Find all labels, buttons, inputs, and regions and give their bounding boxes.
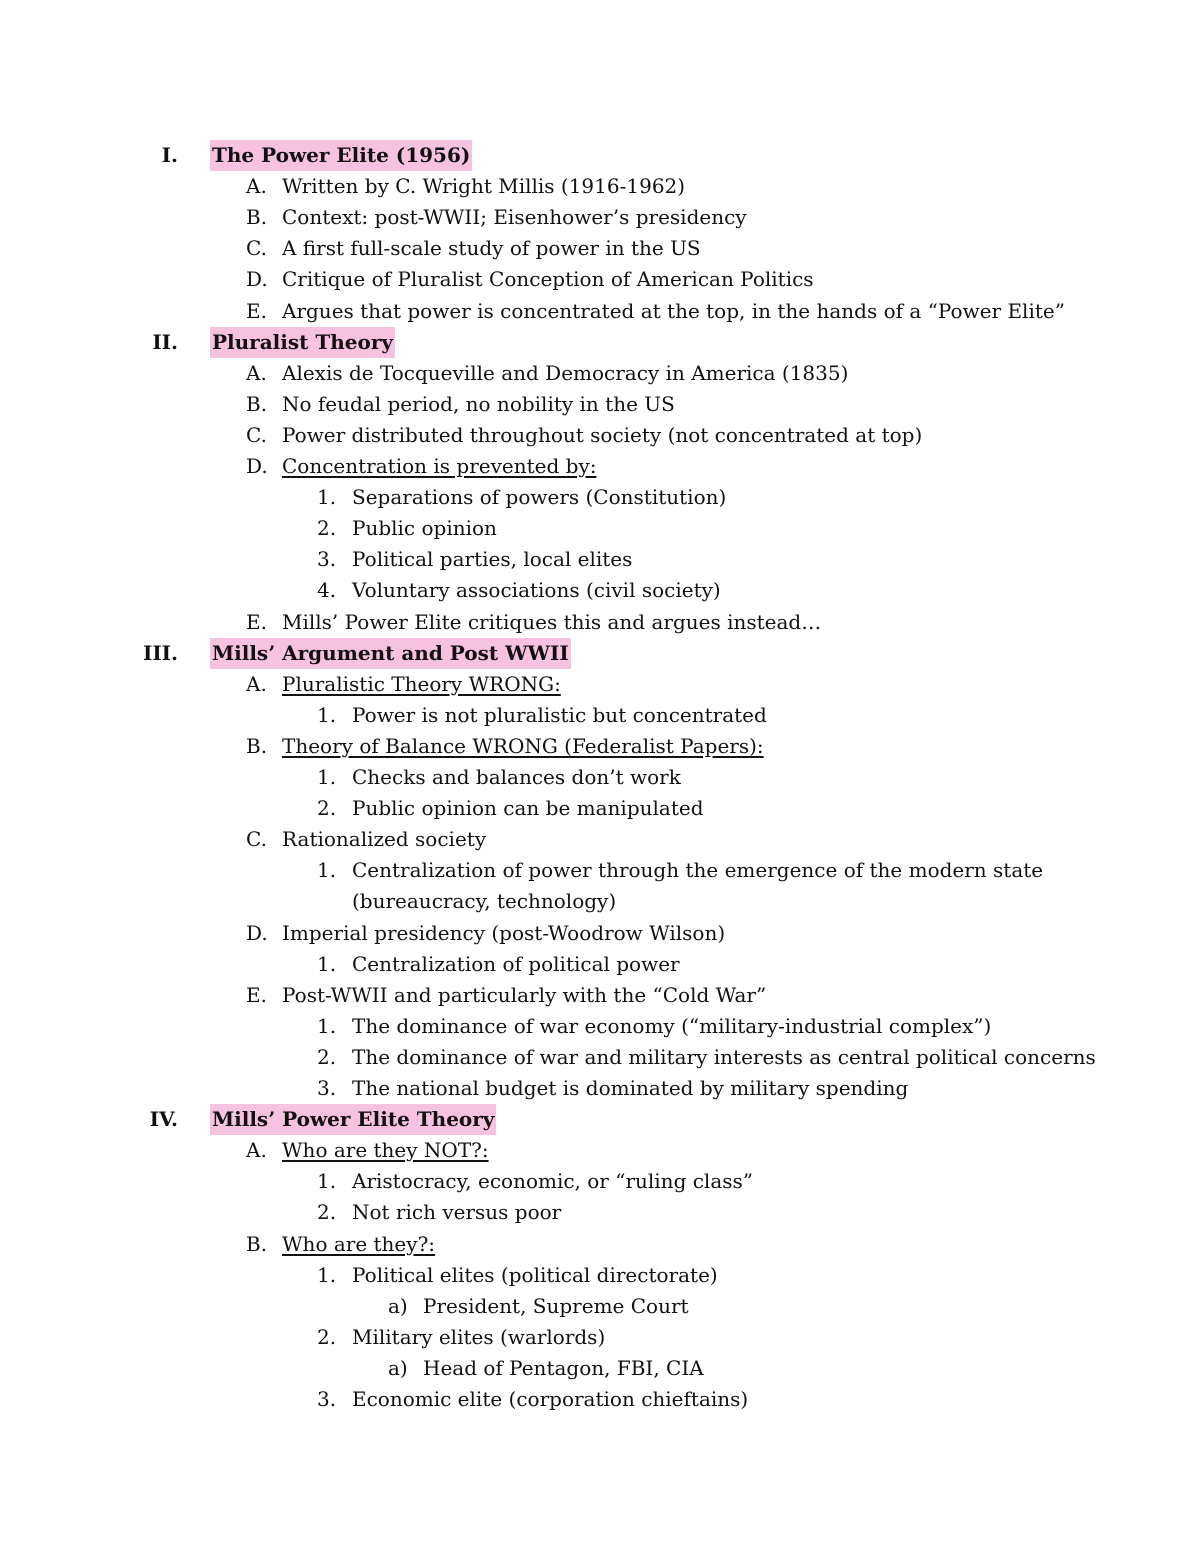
outline-text: Voluntary associations (civil society): [352, 578, 721, 603]
outline-marker: 4.: [317, 578, 337, 603]
outline-marker: 1.: [317, 702, 337, 727]
outline-marker: 2.: [317, 1044, 337, 1069]
outline-text: Aristocracy, economic, or “ruling class”: [352, 1169, 753, 1194]
outline-marker: A.: [246, 360, 267, 385]
outline-marker: 1.: [317, 1169, 337, 1194]
outline-marker: 2.: [317, 1200, 337, 1225]
outline-text: Imperial presidency (post-Woodrow Wilson): [282, 920, 726, 945]
outline-text: The dominance of war economy (“military-industrial complex”): [352, 1013, 992, 1038]
outline-marker: 1.: [317, 765, 337, 789]
outline-text: Power distributed throughout society (not concentrated at top): [282, 422, 923, 447]
outline-text: Centralization of political power: [352, 951, 680, 976]
outline-marker: 1.: [317, 858, 337, 883]
outline-text: Power is not pluralistic but concentrated: [352, 702, 767, 727]
outline-text: Public opinion: [352, 516, 497, 541]
outline-marker: 3.: [317, 547, 337, 572]
outline-text: Theory of Balance WRONG (Federalist Papers):: [282, 733, 764, 758]
outline-marker: C.: [246, 422, 267, 447]
outline-marker: A.: [246, 1138, 267, 1163]
outline-marker: B.: [246, 391, 268, 416]
outline-marker: E.: [246, 298, 267, 323]
outline-text: Mills’ Power Elite critiques this and argues instead…: [282, 609, 822, 634]
outline-marker: 1.: [317, 1013, 337, 1038]
outline-marker: a): [388, 1293, 408, 1318]
outline-marker: B.: [246, 733, 268, 758]
outline-text: Political elites (political directorate): [352, 1262, 718, 1287]
outline-text: Critique of Pluralist Conception of American Politics: [282, 267, 814, 292]
outline-marker: 2.: [317, 796, 337, 821]
outline-marker: I.: [161, 143, 178, 167]
outline-marker: A.: [246, 671, 267, 696]
section-title: Mills’ Power Elite Theory: [210, 1104, 496, 1135]
outline-marker: C.: [246, 827, 267, 852]
outline-text: (bureaucracy, technology): [352, 889, 617, 914]
outline-text: Political parties, local elites: [352, 547, 633, 572]
outline-text: Written by C. Wright Millis (1916-1962): [282, 174, 686, 199]
outline-text: Centralization of power through the emergence of the modern state: [352, 858, 1044, 883]
section-title: Mills’ Argument and Post WWII: [210, 638, 571, 669]
outline-marker: D.: [246, 454, 268, 478]
outline-marker: 2.: [317, 516, 337, 541]
outline-text: No feudal period, no nobility in the US: [282, 391, 675, 416]
outline-marker: 3.: [317, 1076, 337, 1100]
outline-marker: B.: [246, 205, 268, 230]
outline-text: Military elites (warlords): [352, 1324, 606, 1349]
outline-text: Public opinion can be manipulated: [352, 796, 704, 821]
outline-marker: 1.: [317, 1262, 337, 1287]
outline-text: Concentration is prevented by:: [282, 454, 597, 478]
outline-marker: 3.: [317, 1387, 337, 1411]
outline-text: President, Supreme Court: [423, 1293, 689, 1318]
outline-text: Who are they NOT?:: [282, 1138, 489, 1163]
outline-text: Who are they?:: [282, 1231, 436, 1256]
outline-marker: a): [388, 1355, 408, 1380]
outline-marker: II.: [152, 329, 178, 354]
outline-text: Pluralistic Theory WRONG:: [282, 671, 561, 696]
outline-marker: D.: [246, 920, 268, 945]
outline-text: Alexis de Tocqueville and Democracy in America (1835): [282, 360, 849, 385]
outline-marker: B.: [246, 1231, 268, 1256]
outline-text: Head of Pentagon, FBI, CIA: [423, 1355, 704, 1380]
outline-text: A first full-scale study of power in the US: [282, 236, 701, 261]
outline-text: Rationalized society: [282, 827, 487, 852]
outline-marker: III.: [142, 640, 178, 665]
outline-marker: D.: [246, 267, 268, 292]
outline-marker: A.: [246, 174, 267, 199]
outline-marker: C.: [246, 236, 267, 261]
outline-text: Economic elite (corporation chieftains): [352, 1387, 749, 1411]
outline-text: Not rich versus poor: [352, 1200, 562, 1225]
outline-text: The national budget is dominated by military spending: [352, 1076, 909, 1100]
outline-marker: IV.: [149, 1107, 178, 1132]
outline-text: Post-WWII and particularly with the “Cold War”: [282, 982, 767, 1007]
outline-marker: 2.: [317, 1324, 337, 1349]
outline-marker: E.: [246, 609, 267, 634]
outline-text: Checks and balances don’t work: [352, 765, 681, 789]
outline-text: Separations of powers (Constitution): [352, 485, 727, 510]
outline-marker: 1.: [317, 951, 337, 976]
outline-marker: E.: [246, 982, 267, 1007]
outline-text: The dominance of war and military interests as central political concerns: [352, 1044, 1096, 1069]
section-title: The Power Elite (1956): [210, 140, 472, 171]
outline-text: Context: post-WWII; Eisenhower’s presidency: [282, 205, 747, 230]
section-title: Pluralist Theory: [210, 327, 395, 358]
outline-marker: 1.: [317, 485, 337, 510]
outline-text: Argues that power is concentrated at the top, in the hands of a “Power Elite”: [282, 298, 1065, 323]
